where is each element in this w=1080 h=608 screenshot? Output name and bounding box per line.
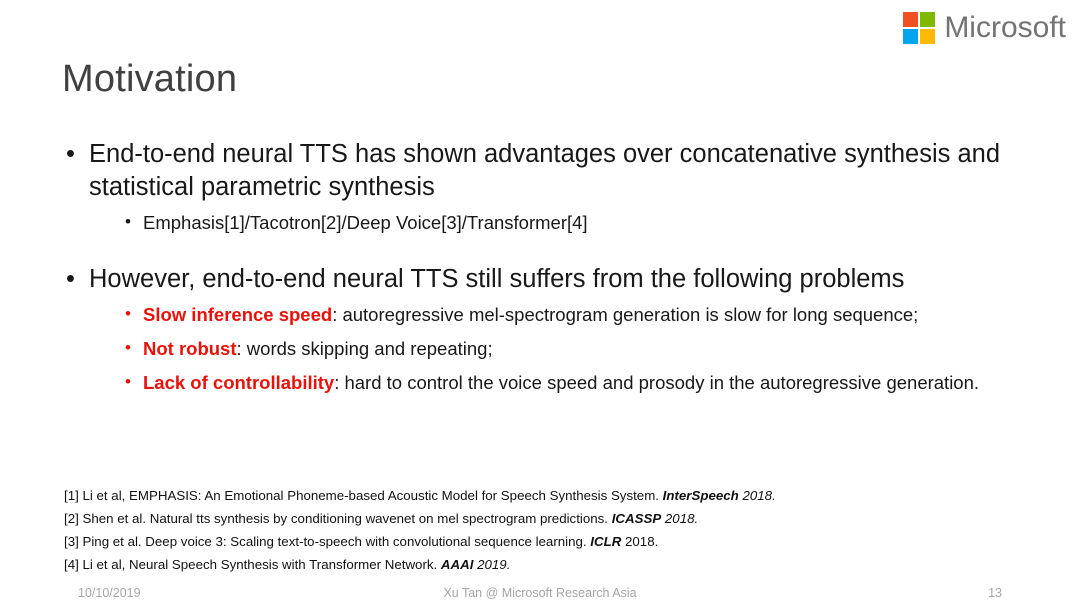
microsoft-wordmark: Microsoft bbox=[944, 11, 1066, 44]
reference-2-text: [2] Shen et al. Natural tts synthesis by conditioning wavenet on mel spectrogram predictions. bbox=[64, 510, 612, 526]
reference-1-text: [1] Li et al, EMPHASIS: An Emotional Phoneme-based Acoustic Model for Speech Synthesis System. bbox=[64, 488, 663, 503]
sub-bullet-item-2-3 bbox=[125, 370, 1057, 397]
bullet-dot-icon: • bbox=[125, 304, 131, 324]
bullet-list-level1 bbox=[62, 138, 1057, 397]
bullet-item-2 bbox=[62, 263, 1057, 397]
bullet-dot-icon: • bbox=[125, 371, 131, 391]
microsoft-squares-icon bbox=[903, 12, 935, 44]
sub-bullet-2-1-text: : autoregressive mel-spectrogram generation is slow for long sequence; bbox=[332, 304, 919, 326]
sub-bullet-2-3-text: : hard to control the voice speed and prosody in the autoregressive generation. bbox=[334, 371, 980, 393]
bullet-2-text: However, end-to-end neural TTS still suffers from the following problems bbox=[89, 265, 905, 294]
microsoft-logo bbox=[903, 12, 1066, 44]
slide-body bbox=[62, 138, 1057, 404]
reference-2-venue: ICASSP bbox=[611, 510, 662, 526]
references-block bbox=[64, 485, 1054, 576]
sub-bullet-2-1-lead: Slow inference speed bbox=[143, 304, 333, 326]
page-title: Motivation bbox=[62, 58, 238, 100]
sub-bullet-2-2-text: : words skipping and repeating; bbox=[236, 338, 493, 360]
footer-author: Xu Tan @ Microsoft Research Asia bbox=[443, 586, 637, 600]
reference-2-year: 2018. bbox=[661, 510, 699, 526]
reference-item-2 bbox=[64, 508, 1054, 531]
reference-item-3 bbox=[64, 531, 1054, 554]
bullet-list-level2-b bbox=[89, 302, 1057, 396]
logo-square-green bbox=[920, 12, 935, 27]
reference-3-text: [3] Ping et al. Deep voice 3: Scaling text-to-speech with convolutional sequence learning. bbox=[64, 533, 591, 549]
footer-page-number: 13 bbox=[988, 586, 1002, 600]
sub-bullet-item-1-1 bbox=[125, 210, 1057, 237]
bullet-dot-icon: • bbox=[125, 338, 131, 358]
sub-bullet-2-3-lead: Lack of controllability bbox=[143, 371, 335, 393]
bullet-list-level2-a bbox=[89, 210, 1057, 237]
footer-date: 10/10/2019 bbox=[78, 586, 141, 600]
sub-bullet-2-2-lead: Not robust bbox=[143, 338, 237, 360]
bullet-dot-icon: • bbox=[125, 212, 131, 232]
bullet-1-text: End-to-end neural TTS has shown advantages over concatenative synthesis and statistical parametric synthesis bbox=[89, 140, 1001, 202]
reference-1-venue: InterSpeech bbox=[662, 488, 739, 503]
reference-4-year: 2019. bbox=[473, 556, 511, 572]
reference-4-venue: AAAI bbox=[440, 556, 474, 572]
sub-bullet-item-2-1 bbox=[125, 302, 1057, 329]
reference-item-1 bbox=[64, 485, 1054, 508]
spacer bbox=[62, 244, 1057, 263]
reference-1-year: 2018. bbox=[738, 488, 776, 503]
bullet-dot-icon: • bbox=[66, 140, 75, 168]
logo-square-blue bbox=[903, 29, 918, 44]
logo-square-red bbox=[903, 12, 918, 27]
sub-bullet-1-1-text: Emphasis[1]/Tacotron[2]/Deep Voice[3]/Transformer[4] bbox=[143, 212, 588, 234]
logo-square-yellow bbox=[920, 29, 935, 44]
bullet-item-1 bbox=[62, 138, 1057, 237]
bullet-dot-icon: • bbox=[66, 265, 75, 294]
reference-3-venue: ICLR bbox=[590, 533, 622, 549]
sub-bullet-item-2-2 bbox=[125, 336, 1057, 363]
reference-3-year: 2018. bbox=[621, 533, 659, 549]
reference-item-4 bbox=[64, 554, 1054, 577]
reference-4-text: [4] Li et al, Neural Speech Synthesis with Transformer Network. bbox=[64, 556, 441, 572]
